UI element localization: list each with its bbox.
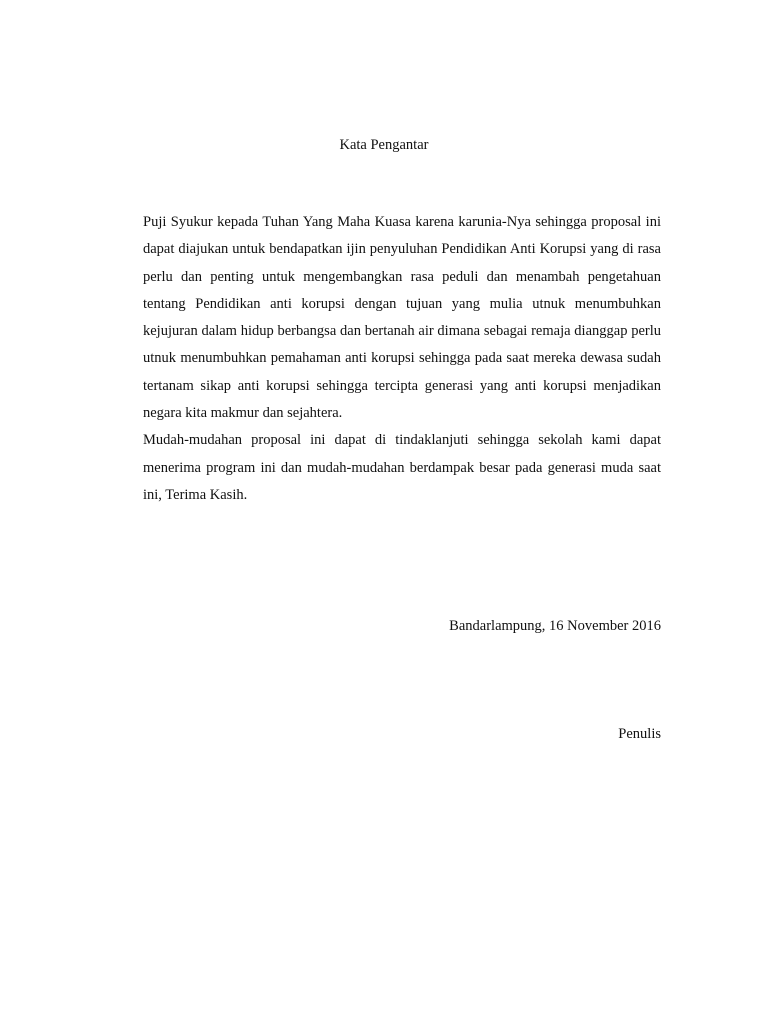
page-title: Kata Pengantar — [339, 137, 429, 153]
place-date: Bandarlampung, 16 November 2016 — [449, 618, 661, 634]
body-text — [143, 209, 661, 509]
author-signature-label: Penulis — [618, 726, 661, 742]
paragraph-opening: Puji Syukur kepada Tuhan Yang Maha Kuasa karena karunia-Nya sehingga proposal ini dapat diajukan untuk bendapatkan ijin penyuluhan Pendidikan Anti Korupsi yang di rasa perlu dan penting untuk mengembangkan rasa peduli dan menambah pengetahuan tentang Pendidikan anti korupsi dengan tujuan yang mulia utnuk menumbuhkan kejujuran dalam hidup berbangsa dan bertanah air dimana sebagai remaja dianggap perlu utnuk menumbuhkan pemahaman anti korupsi sehingga pada saat mereka dewasa sudah tertanam sikap anti korupsi sehingga tercipta generasi yang anti korupsi menjadikan negara kita makmur dan sejahtera. — [143, 214, 661, 422]
paragraph-closing: Mudah-mudahan proposal ini dapat di tindaklanjuti sehingga sekolah kami dapat menerima program ini dan mudah-mudahan berdampak besar pada generasi muda saat ini, Terima Kasih. — [143, 432, 661, 503]
